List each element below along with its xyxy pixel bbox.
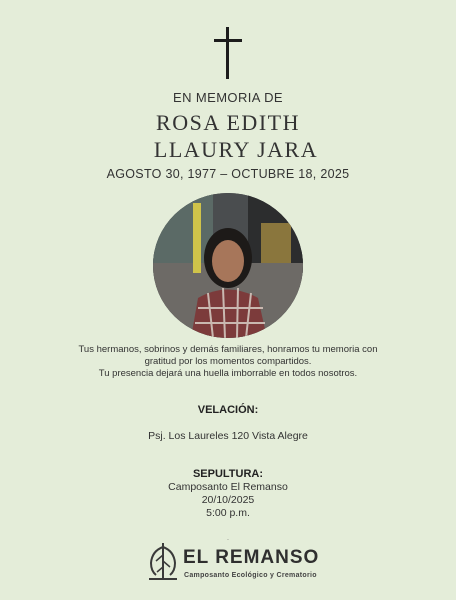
sepultura-time: 5:00 p.m. — [206, 507, 250, 519]
logo-name: EL REMANSO — [183, 547, 320, 568]
velacion-address: Psj. Los Laureles 120 Vista Alegre — [148, 430, 308, 442]
tree-logo-icon — [146, 541, 180, 581]
tribute-line: gratitud por los momentos compartidos. — [144, 356, 312, 367]
sepultura-place: Camposanto El Remanso — [168, 481, 288, 493]
logo-tagline: Camposanto Ecológico y Crematorio — [184, 572, 317, 579]
el-remanso-logo — [146, 541, 320, 583]
tribute-message — [0, 344, 456, 380]
separator-dot: . — [226, 533, 230, 542]
latin-cross-icon — [214, 27, 242, 79]
tribute-line: Tus hermanos, sobrinos y demás familiares, honramos tu memoria con — [78, 344, 378, 355]
sepultura-heading: SEPULTURA: — [192, 468, 264, 480]
deceased-name-last: LLAURY JARA — [153, 137, 319, 162]
tribute-line: Tu presencia dejará una huella imborrable en todos nosotros. — [98, 368, 358, 379]
deceased-name-first: ROSA EDITH — [156, 110, 300, 135]
velacion-heading: VELACIÓN: — [197, 404, 259, 416]
life-dates: AGOSTO 30, 1977 – OCTUBRE 18, 2025 — [106, 167, 350, 181]
sepultura-date: 20/10/2025 — [201, 494, 255, 506]
in-memory-label: EN MEMORIA DE — [173, 90, 283, 105]
portrait-photo — [153, 193, 303, 338]
